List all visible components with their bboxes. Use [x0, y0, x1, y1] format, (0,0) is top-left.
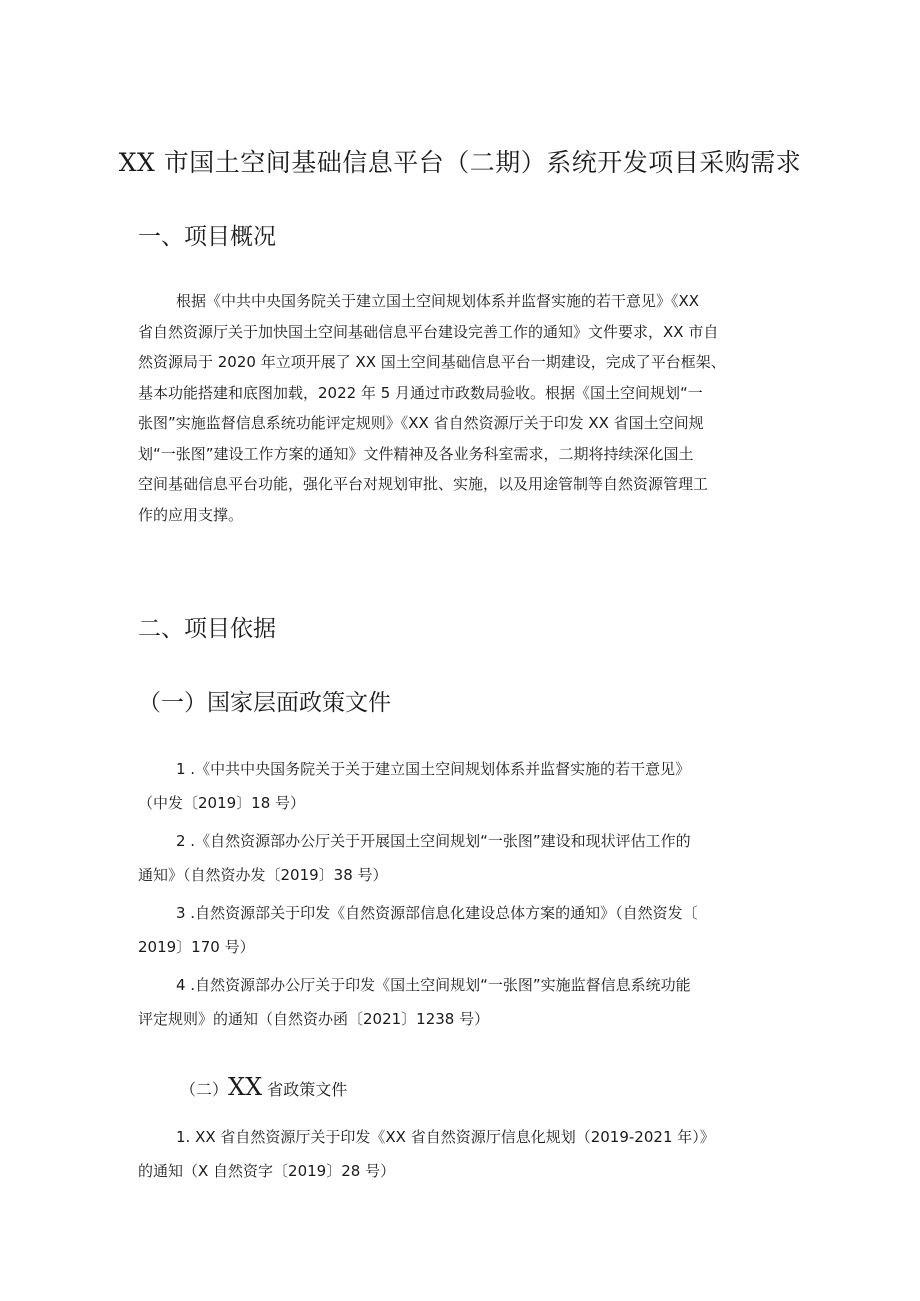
list-item-line: 1 .《中共中央国务院关于关于建立国土空间规划体系并监督实施的若干意见》: [176, 760, 691, 778]
list-item-line: 2 .《自然资源部办公厅关于开展国土空间规划“一张图”建设和现状评估工作的: [176, 832, 691, 850]
subsection-heading-province: XX: [228, 1073, 263, 1101]
list-item-line: 的通知（X 自然资字〔2019〕28 号）: [138, 1162, 396, 1180]
list-item-line: 3 .自然资源部关于印发《自然资源部信息化建设总体方案的通知》（自然资发〔: [176, 904, 698, 922]
list-item: [138, 896, 784, 964]
subsection-heading-national: （一）国家层面政策文件: [138, 690, 391, 716]
paragraph-line: 基本功能搭建和底图加载，2022 年 5 月通过市政数局验收。根据《国土空间规划“一: [138, 383, 703, 402]
list-item-line: 通知》（自然资办发〔2019〕38 号）: [138, 866, 388, 884]
paragraph-line: 然资源局于 2020 年立项开展了 XX 国土空间基础信息平台一期建设，完成了平台框架、: [138, 353, 726, 371]
list-item-line: 4 .自然资源部办公厅关于印发《国土空间规划“一张图”实施监督信息系统功能: [176, 976, 691, 994]
list-item-line: 1. XX 省自然资源厅关于印发《XX 省自然资源厅信息化规划（2019-2021 年）》: [176, 1128, 715, 1146]
overview-paragraph: [138, 286, 784, 530]
list-item-line: 2019〕170 号）: [138, 938, 255, 956]
list-item-line: （中发〔2019〕18 号）: [138, 794, 306, 812]
section-heading-overview: 一、项目概况: [138, 224, 276, 250]
paragraph-line: 根据《中共中央国务院关于建立国土空间规划体系并监督实施的若干意见》《XX: [176, 292, 700, 310]
paragraph-line: 作的应用支撑。: [138, 505, 244, 524]
list-item-line: 评定规则》的通知（自然资办函〔2021〕1238 号）: [138, 1010, 490, 1028]
paragraph-line: 空间基础信息平台功能，强化平台对规划审批、实施，以及用途管制等自然资源管理工: [138, 475, 709, 493]
list-item: [138, 824, 784, 892]
paragraph-line: 张图”实施监督信息系统功能评定规则》《XX 省自然资源厅关于印发 XX 省国土空间规: [138, 414, 704, 432]
document-title: XX 市国土空间基础信息平台（二期）系统开发项目采购需求: [118, 148, 802, 177]
paragraph-line: 划“一张图”建设工作方案的通知》文件精神及各业务科室需求，二期将持续深化国土: [138, 444, 694, 463]
subsection-heading-suffix: 省政策文件: [262, 1080, 348, 1099]
list-item: [138, 1120, 784, 1188]
subsection-heading-provincial: [180, 1072, 347, 1105]
subsection-heading-prefix: （二）: [180, 1080, 229, 1099]
section-heading-basis: 二、项目依据: [138, 616, 276, 642]
list-item: [138, 752, 784, 820]
list-item: [138, 968, 784, 1036]
paragraph-line: 省自然资源厅关于加快国土空间基础信息平台建设完善工作的通知》文件要求，XX 市自: [138, 322, 719, 341]
